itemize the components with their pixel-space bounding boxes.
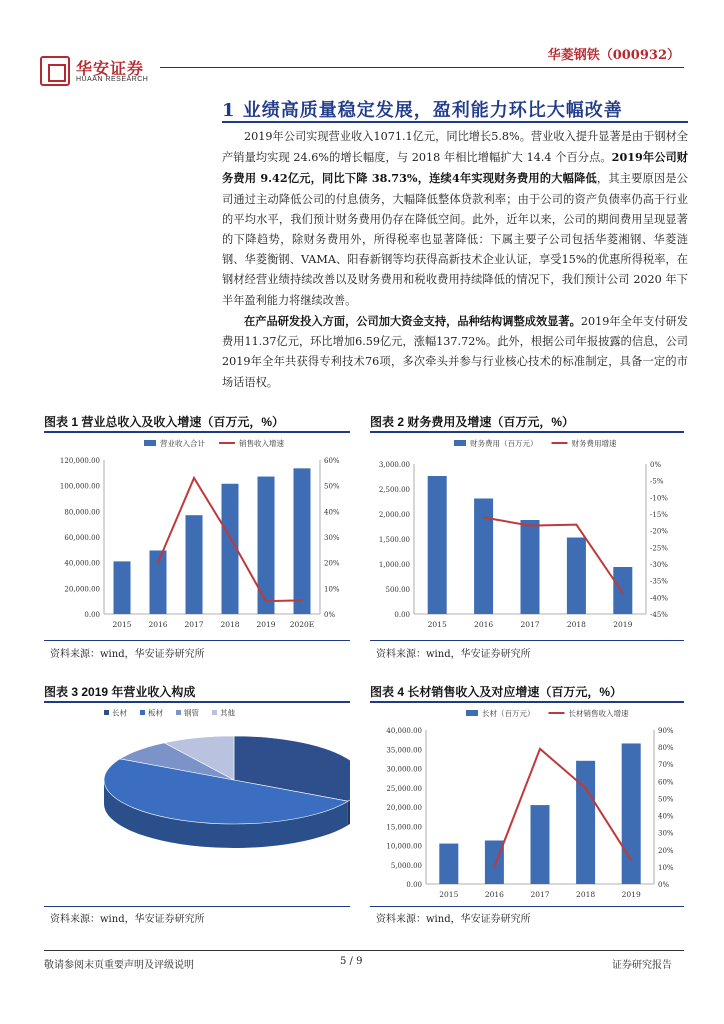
legend-label-0: 长材 [112, 708, 127, 718]
paragraph-rnd [222, 311, 688, 393]
growth-point-2017 [529, 525, 531, 527]
bar-2018 [567, 538, 586, 615]
x-tick-label: 2015 [112, 620, 132, 629]
y-right-tick-label: 0% [650, 461, 662, 469]
section-title: 1 业绩高质量稳定发展，盈利能力环比大幅改善 [222, 100, 623, 121]
bar-2017 [521, 520, 540, 614]
y-right-tick-label: 50% [324, 482, 340, 491]
figure-4-source-rule [370, 906, 684, 907]
legend-line-label: 财务费用增速 [571, 439, 617, 448]
figure-1-chart [44, 434, 350, 636]
y-left-tick-label: 15,000.00 [386, 823, 422, 832]
y-right-tick-label: -30% [650, 561, 668, 569]
y-left-tick-label: 2,000.00 [378, 511, 410, 519]
footer-report-type: 证券研究报告 [612, 960, 672, 971]
paragraph-bold: 在产品研发投入方面，公司加大资金支持，品种结构调整成效显著。 [244, 314, 581, 328]
y-right-tick-label: -40% [650, 594, 668, 603]
chart-svg [44, 434, 350, 636]
logo-subtitle: HUAAN RESEARCH [76, 76, 149, 83]
y-right-tick-label: -10% [650, 494, 668, 503]
logo-seal-icon [40, 56, 70, 86]
y-right-tick-label: 60% [324, 457, 340, 465]
figure-3-source: 资料来源：wind，华安证券研究所 [50, 914, 205, 925]
y-right-tick-label: 10% [324, 585, 340, 594]
figure-3-chart [44, 704, 350, 902]
logo-text: 华安证券 [76, 59, 145, 78]
bar-2019 [258, 477, 275, 614]
y-left-tick-label: 100,000.00 [59, 482, 100, 491]
footer-divider [44, 950, 684, 951]
y-left-tick-label: 35,000.00 [386, 746, 422, 755]
y-right-tick-label: 50% [658, 795, 674, 804]
legend-swatch-0 [104, 710, 109, 715]
paragraph-bold: 2019年公司财务费用 9.42亿元，同比下降 38.73%，连续4年实现财务费用的大幅降低 [222, 150, 688, 186]
x-tick-label: 2017 [530, 890, 550, 899]
y-left-tick-label: 120,000.00 [59, 457, 100, 465]
x-tick-label: 2015 [439, 890, 459, 899]
x-tick-label: 2018 [220, 620, 240, 629]
figure-2-title: 图表 2 财务费用及增速（百万元，%） [370, 415, 575, 429]
chart-legend [144, 438, 284, 448]
growth-point-2017 [539, 748, 541, 750]
y-right-tick-label: 10% [658, 863, 674, 872]
x-tick-label: 2016 [148, 620, 168, 629]
chart-svg [370, 434, 684, 636]
y-right-tick-label: -5% [650, 477, 664, 486]
x-tick-label: 2019 [256, 620, 276, 629]
figure-1-rule [44, 431, 350, 433]
figure-4-rule [370, 701, 684, 703]
y-right-tick-label: -15% [650, 511, 668, 519]
y-right-tick-label: -25% [650, 544, 668, 553]
footer-disclaimer: 敬请参阅末页重要声明及评级说明 [44, 960, 194, 971]
legend-bar-swatch [466, 710, 478, 716]
growth-point-2016 [494, 866, 496, 868]
growth-point-2019 [265, 600, 267, 602]
paragraph-text: 2019年公司实现营业收入1071.1亿元，同比增长5.8%。营业收入提升显著是由于钢材全产销量均实现 24.6%的增长幅度，与 2018 年相比增幅扩大 14.4 个百分点。 [222, 130, 688, 165]
y-right-tick-label: 30% [324, 534, 340, 542]
y-left-tick-label: 40,000.00 [64, 559, 100, 568]
y-right-tick-label: 0% [324, 611, 336, 619]
x-tick-label: 2017 [520, 620, 540, 629]
y-right-tick-label: -45% [650, 611, 668, 619]
legend-bar-swatch [144, 440, 156, 446]
y-right-tick-label: 0% [658, 881, 670, 889]
chart-legend [466, 708, 629, 718]
bar-2015 [114, 561, 131, 614]
growth-line [494, 749, 631, 867]
x-tick-label: 2016 [484, 890, 504, 899]
y-left-tick-label: 20,000.00 [64, 585, 100, 594]
x-tick-label: 2017 [184, 620, 204, 629]
y-right-tick-label: -20% [650, 527, 668, 536]
y-right-tick-label: 30% [658, 829, 674, 838]
bar-2020E [294, 468, 311, 614]
legend-swatch-2 [176, 710, 181, 715]
bar-2017 [186, 515, 203, 614]
figure-3-source-rule [44, 906, 350, 907]
y-left-tick-label: 0.00 [84, 611, 100, 619]
y-right-tick-label: 20% [658, 846, 674, 855]
y-left-tick-label: 500.00 [385, 586, 410, 594]
y-left-tick-label: 80,000.00 [64, 508, 100, 517]
y-right-tick-label: -35% [650, 577, 668, 586]
x-tick-label: 2019 [621, 890, 641, 899]
growth-point-2020E [301, 600, 303, 602]
bar-2015 [439, 844, 458, 884]
figure-4-title: 图表 4 长材销售收入及对应增速（百万元，%） [370, 685, 623, 699]
figure-1-title: 图表 1 营业总收入及收入增速（百万元，%） [44, 415, 285, 429]
legend-line-label: 长材销售收入增速 [568, 709, 629, 718]
chart-legend [104, 708, 235, 718]
y-right-tick-label: 70% [658, 761, 674, 770]
y-right-tick-label: 60% [658, 778, 674, 787]
x-tick-label: 2020E [289, 620, 315, 629]
paragraph-text: ，其主要原因是公司通过主动降低公司的付息债务，大幅降低整体贷款利率；由于公司的资产负债率仍高于行业的平均水平，我们预计财务费用仍存在降低空间。此外，近年以来，公司的期间费用呈现显著的下降趋势，除财务费用外，所得税率也显著降低：下属主要子公司包括华菱湘钢、华菱涟钢、华菱衡钢、VAMA、阳春新钢等均获得高新技术企业认证，享受15%的优惠所得税率，在钢材经营业绩持续改善以及财务费用和税收费用持续降低的情况下，我们预计公司 2020 年下半年盈利能力将继续改善。 [222, 172, 688, 307]
section-divider [222, 121, 688, 123]
y-left-tick-label: 3,000.00 [378, 461, 410, 469]
y-left-tick-label: 0.00 [394, 611, 410, 619]
figure-2-chart [370, 434, 684, 636]
x-tick-label: 2018 [566, 620, 586, 629]
chart-svg [44, 704, 350, 902]
growth-point-2019 [630, 859, 632, 861]
legend-line-label: 销售收入增速 [239, 439, 284, 448]
chart-svg [370, 704, 684, 902]
page-header [0, 0, 724, 92]
x-tick-label: 2016 [474, 620, 494, 629]
y-left-tick-label: 10,000.00 [386, 842, 422, 851]
figure-2-source-rule [370, 640, 684, 641]
chart-legend [454, 438, 617, 448]
header-divider [160, 67, 684, 68]
legend-bar-label: 营业收入合计 [160, 439, 205, 448]
figure-3-rule [44, 701, 350, 703]
x-tick-label: 2018 [576, 890, 596, 899]
y-left-tick-label: 60,000.00 [64, 534, 100, 542]
bar-2019 [622, 743, 641, 884]
growth-point-2017 [193, 477, 195, 479]
paragraph-revenue [222, 127, 688, 311]
growth-line [484, 517, 623, 593]
growth-point-2019 [622, 592, 624, 594]
y-left-tick-label: 20,000.00 [386, 804, 422, 812]
x-tick-label: 2019 [613, 620, 633, 629]
legend-label-2: 钢管 [184, 708, 199, 718]
bar-2018 [576, 761, 595, 884]
y-left-tick-label: 0.00 [406, 881, 422, 889]
legend-label-3: 其他 [220, 708, 235, 718]
y-right-tick-label: 40% [658, 812, 674, 821]
bar-2017 [531, 805, 550, 884]
growth-point-2018 [585, 787, 587, 789]
y-right-tick-label: 90% [658, 727, 674, 735]
y-left-tick-label: 1,000.00 [378, 561, 410, 569]
legend-label-1: 板材 [148, 708, 163, 718]
y-left-tick-label: 1,500.00 [378, 536, 410, 544]
growth-point-2018 [229, 536, 231, 538]
growth-point-2016 [483, 517, 485, 519]
figure-3-title: 图表 3 2019 年营业收入构成 [44, 685, 196, 699]
figure-4-source: 资料来源：wind，华安证券研究所 [376, 914, 531, 925]
bar-2016 [150, 550, 167, 614]
company-logo [40, 56, 160, 92]
y-left-tick-label: 40,000.00 [386, 727, 422, 735]
y-right-tick-label: 40% [324, 508, 340, 517]
figure-1-source: 资料来源：wind，华安证券研究所 [50, 649, 205, 660]
figure-2-rule [370, 431, 684, 433]
stock-ticker: 华菱钢铁（000932） [547, 48, 680, 63]
bar-2015 [428, 476, 447, 614]
y-left-tick-label: 2,500.00 [378, 486, 410, 494]
y-right-tick-label: 80% [658, 744, 674, 753]
y-left-tick-label: 25,000.00 [386, 784, 422, 793]
legend-swatch-1 [140, 710, 145, 715]
paragraph-text: 2019年全年支付研发费用11.37亿元，环比增加6.59亿元，涨幅137.72%。此外，根据公司年报披露的信息，公司2019年全年共获得专利技术76项，多次牵头并参与行业核心技术的标准制定，具备一定的市场话语权。 [222, 315, 688, 389]
y-right-tick-label: 20% [324, 559, 340, 568]
y-left-tick-label: 5,000.00 [390, 861, 422, 870]
bar-2019 [613, 567, 632, 614]
legend-bar-swatch [454, 440, 466, 446]
figure-1-source-rule [44, 640, 350, 641]
page-number: 5 / 9 [340, 956, 363, 967]
legend-bar-label: 长材（百万元） [482, 709, 535, 718]
growth-point-2018 [576, 524, 578, 526]
x-tick-label: 2015 [427, 620, 447, 629]
growth-point-2016 [157, 562, 159, 564]
legend-bar-label: 财务费用（百万元） [470, 439, 538, 448]
legend-swatch-3 [212, 710, 217, 715]
figure-2-source: 资料来源：wind，华安证券研究所 [376, 649, 531, 660]
y-left-tick-label: 30,000.00 [386, 765, 422, 774]
figure-4-chart [370, 704, 684, 902]
bar-2016 [474, 499, 493, 615]
